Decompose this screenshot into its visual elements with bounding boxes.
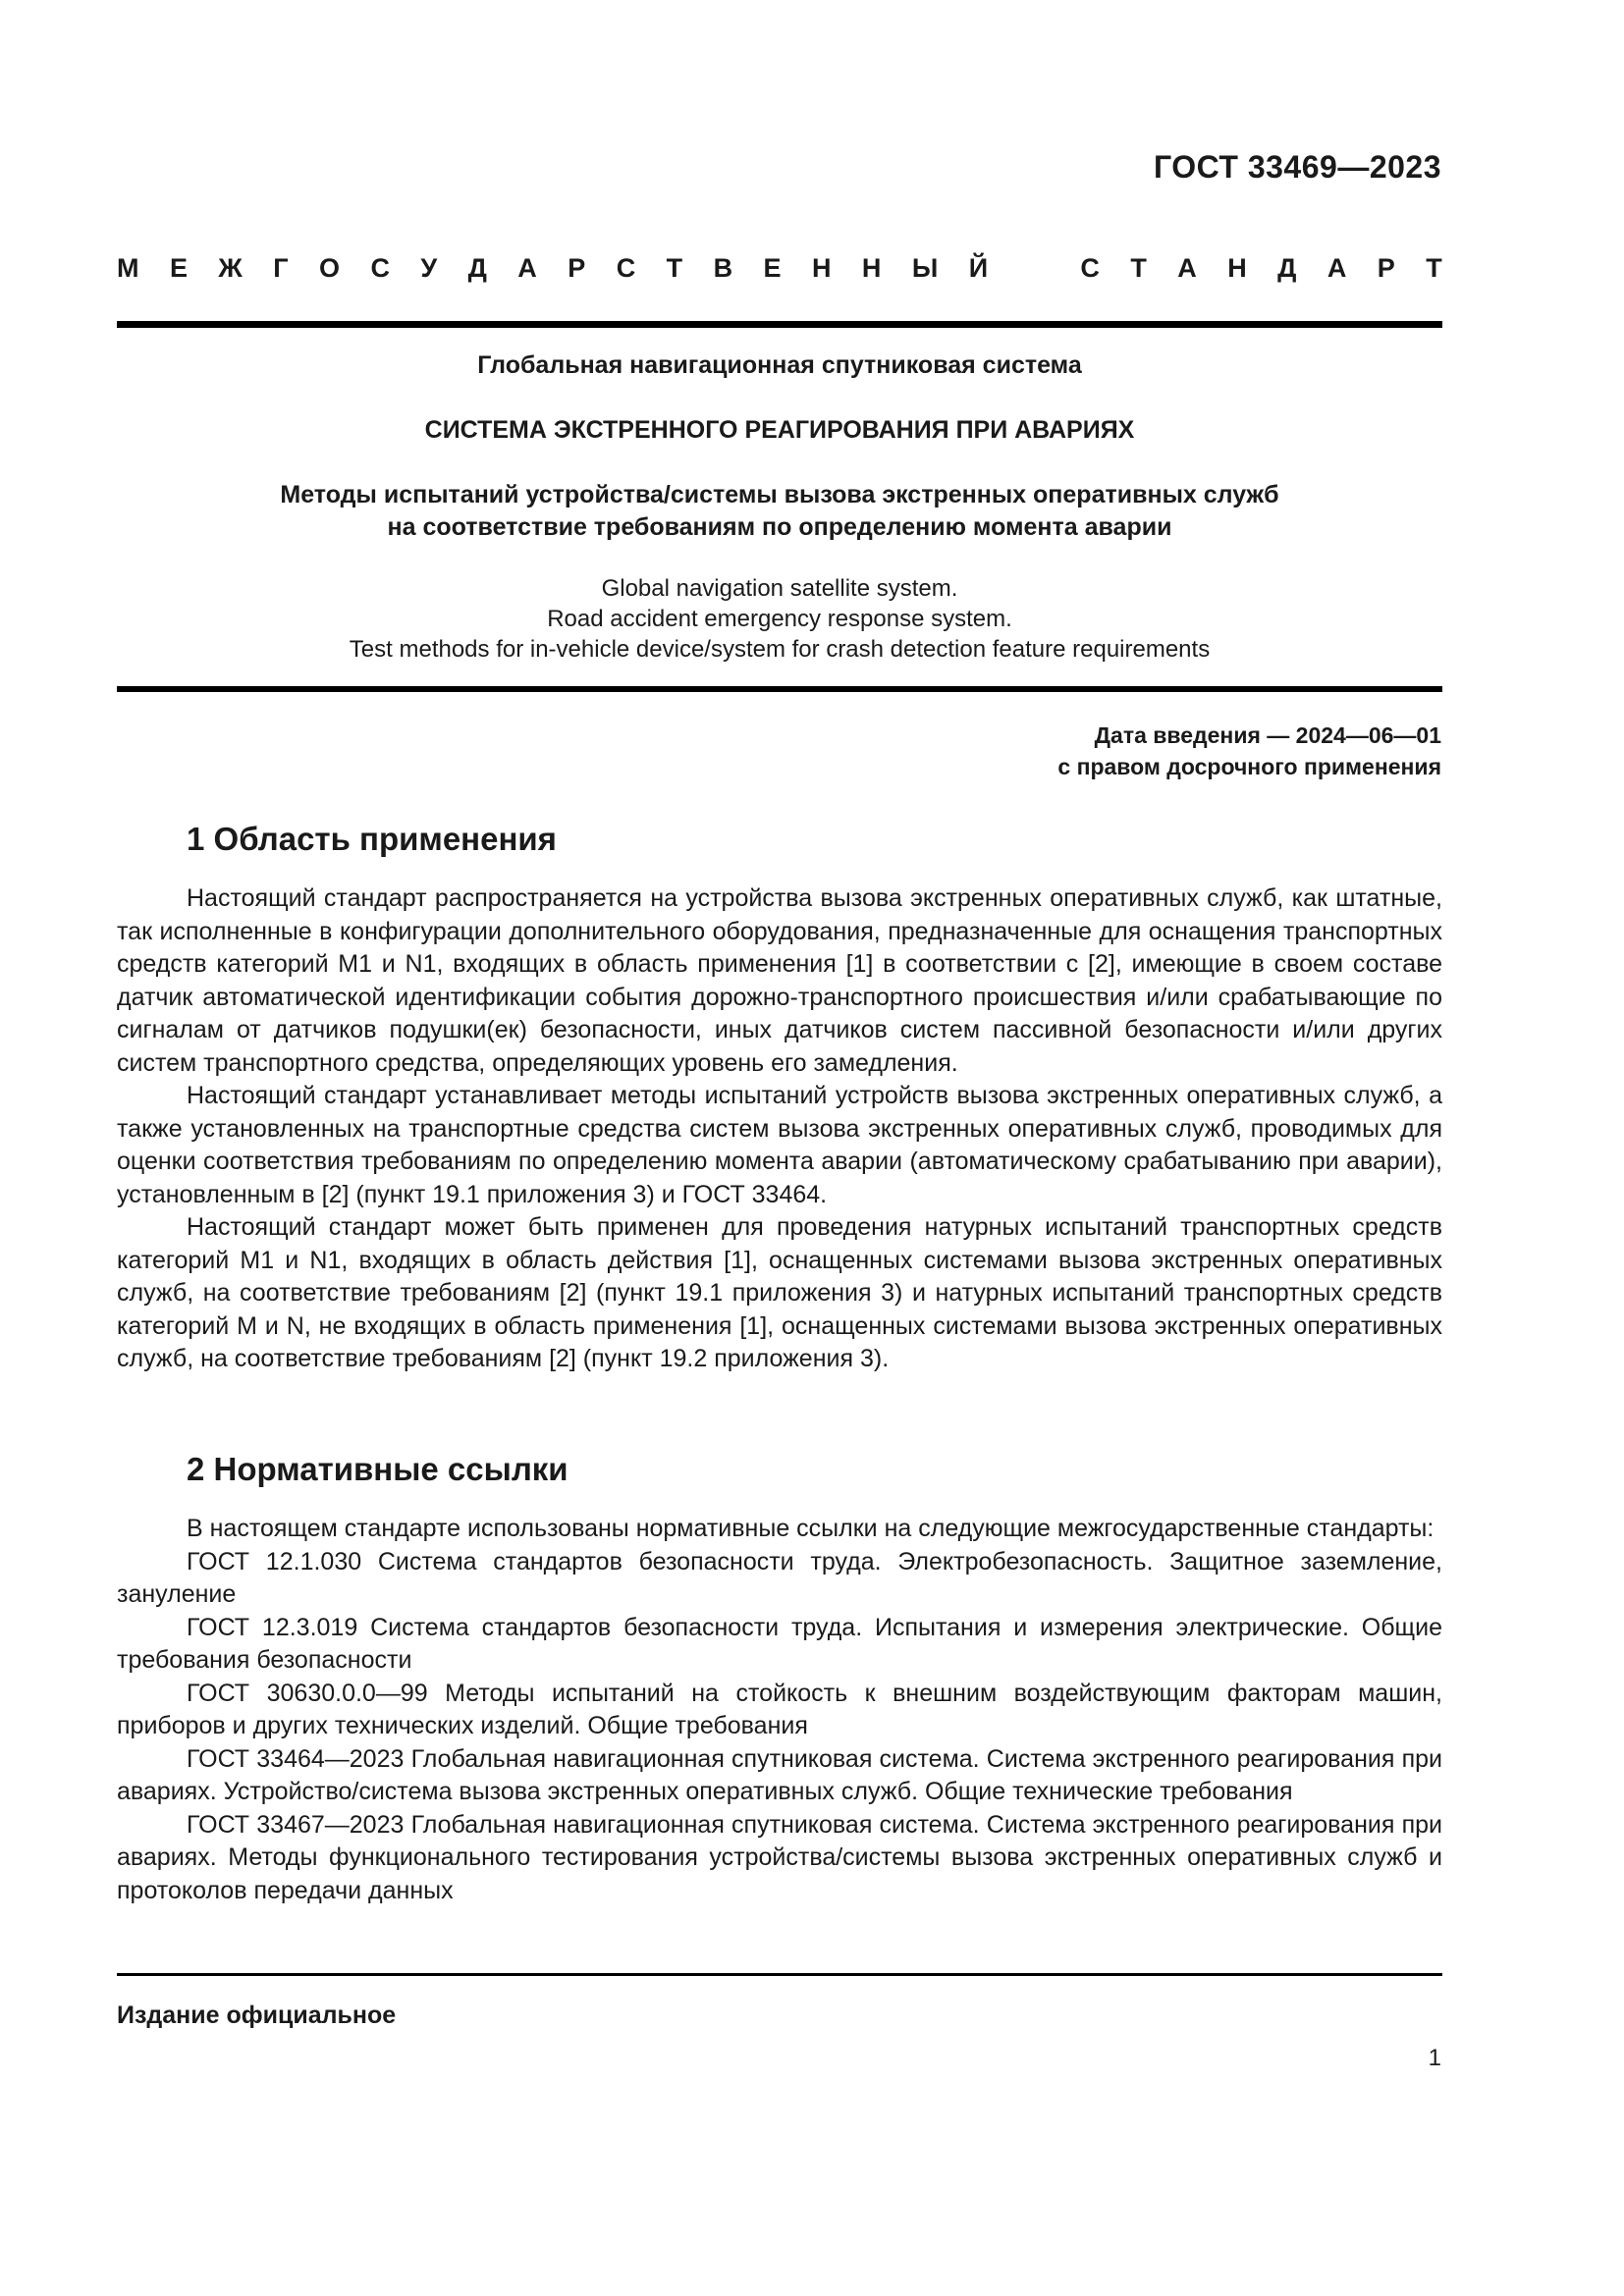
section-1-paragraph: Настоящий стандарт распространяется на устройства вызова экстренных оперативных служб, как штатные, так исполненные в конфигурации дополнительного оборудования, предназначенные для оснащения транспортных средств категорий М1 и N1, входящих в область применения [1] в соответствии с [2], имеющие в своем составе датчик автоматической идентификации события дорожно-транспортного происшествия и/или срабатывающие по сигналам от датчиков подушки(ек) безопасности, иных датчиков систем пассивной безопасности и/или других систем транспортного средства, определяющих уровень его замедления. [117,884,1442,1077]
standard-type-letter: Й [968,253,989,283]
normative-reference: ГОСТ 33464—2023 Глобальная навигационная спутниковая система. Система экстренного реагирования при авариях. Устройство/система вызова экстренных оперативных служб. Общие технические требования [117,1744,1442,1805]
standard-code: ГОСТ 33469—2023 [1153,149,1441,185]
standard-type-letter: Ж [218,253,243,283]
page-number: 1 [1428,2045,1441,2071]
section-2-paragraph: В настоящем стандарте использованы нормативные ссылки на следующие межгосударственные стандарты: [187,1515,1435,1542]
normative-reference: ГОСТ 12.3.019 Система стандартов безопасности труда. Испытания и измерения электрические. Общие требования безопасности [117,1613,1442,1674]
section-1-body [117,882,1442,1376]
standard-type-letter: Г [273,253,289,283]
standard-type-letter: Р [568,253,586,283]
normative-reference: ГОСТ 30630.0.0—99 Методы испытаний на стойкость к внешним воздействующим факторам машин, приборов и других технических изделий. Общие требования [117,1679,1442,1739]
title-en-line1: Global navigation satellite system. [601,575,958,602]
normative-reference: ГОСТ 33467—2023 Глобальная навигационная спутниковая система. Система экстренного реагирования при авариях. Методы функционального тестирования устройства/системы вызова экстренных оперативных служб и протоколов передачи данных [117,1810,1442,1904]
footer-rule [117,1973,1442,1976]
standard-type-letter: А [1326,253,1347,283]
section-2-body [117,1513,1442,1907]
standard-type-letter: Н [811,253,832,283]
title-en-line2: Road accident emergency response system. [547,606,1012,632]
standard-type-letter: А [517,253,537,283]
standard-type-letter: В [713,253,733,283]
standard-type-letter: Е [169,253,188,283]
standard-type-letter: Т [1130,253,1147,283]
standard-type-letter: М [117,253,139,283]
normative-reference: ГОСТ 12.1.030 Система стандартов безопасности труда. Электробезопасность. Защитное заземление, зануление [117,1547,1442,1608]
section-2-heading: 2 Нормативные ссылки [187,1451,568,1487]
standard-type-letter: С [1080,253,1100,283]
standard-type-letter: С [370,253,390,283]
standard-type-letter: Н [1227,253,1247,283]
standard-type-letter: Р [1377,253,1395,283]
top-rule [117,321,1442,328]
standard-type-letter: Т [1426,253,1442,283]
title-methods-line1: Методы испытаний устройства/системы вызова экстренных оперативных служб [280,481,1279,508]
standard-type-letter: Ы [911,253,939,283]
official-edition-label: Издание официальное [117,2002,397,2029]
standard-type-heading [117,253,1442,284]
section-1-paragraph: Настоящий стандарт устанавливает методы испытаний устройств вызова экстренных оперативных служб, а также установленных на транспортные средства систем вызова экстренных оперативных служб, проводимых для оценки соответствия требованиям по определению момента аварии (автоматическому срабатыванию при аварии), установленным в [2] (пункт 19.1 приложения 3) и ГОСТ 33464. [117,1082,1442,1208]
standard-type-letter: А [1177,253,1197,283]
introduction-date: Дата введения — 2024—06—01 [1094,722,1441,748]
standard-type-letter: Е [763,253,782,283]
standard-type-letter: Д [1277,253,1297,283]
title-main: СИСТЕМА ЭКСТРЕННОГО РЕАГИРОВАНИЯ ПРИ АВАРИЯХ [424,416,1135,444]
standard-type-letter: С [616,253,636,283]
standard-type-letter: Н [861,253,882,283]
standard-type-letter: Д [467,253,487,283]
title-methods-line2: на соответствие требованиям по определению момента аварии [387,513,1172,541]
early-application-note: с правом досрочного применения [1057,754,1441,779]
title-bottom-rule [117,686,1442,692]
standard-type-letter: О [318,253,340,283]
title-system: Глобальная навигационная спутниковая система [477,351,1082,379]
title-en-line3: Test methods for in-vehicle device/system for crash detection feature requirements [349,636,1211,663]
standard-type-letter: У [420,253,438,283]
section-1-paragraph: Настоящий стандарт может быть применен для проведения натурных испытаний транспортных средств категорий М1 и N1, входящих в область действия [1], оснащенных системами вызова экстренных оперативных служб, на соответствие требованиям [2] (пункт 19.1 приложения 3) и натурных испытаний транспортных средств категорий М и N, не входящих в область применения [1], оснащенных системами вызова экстренных оперативных служб, на соответствие требованиям [2] (пункт 19.2 приложения 3). [117,1213,1442,1372]
section-1-heading: 1 Область применения [187,821,557,857]
standard-type-letter: Т [666,253,683,283]
